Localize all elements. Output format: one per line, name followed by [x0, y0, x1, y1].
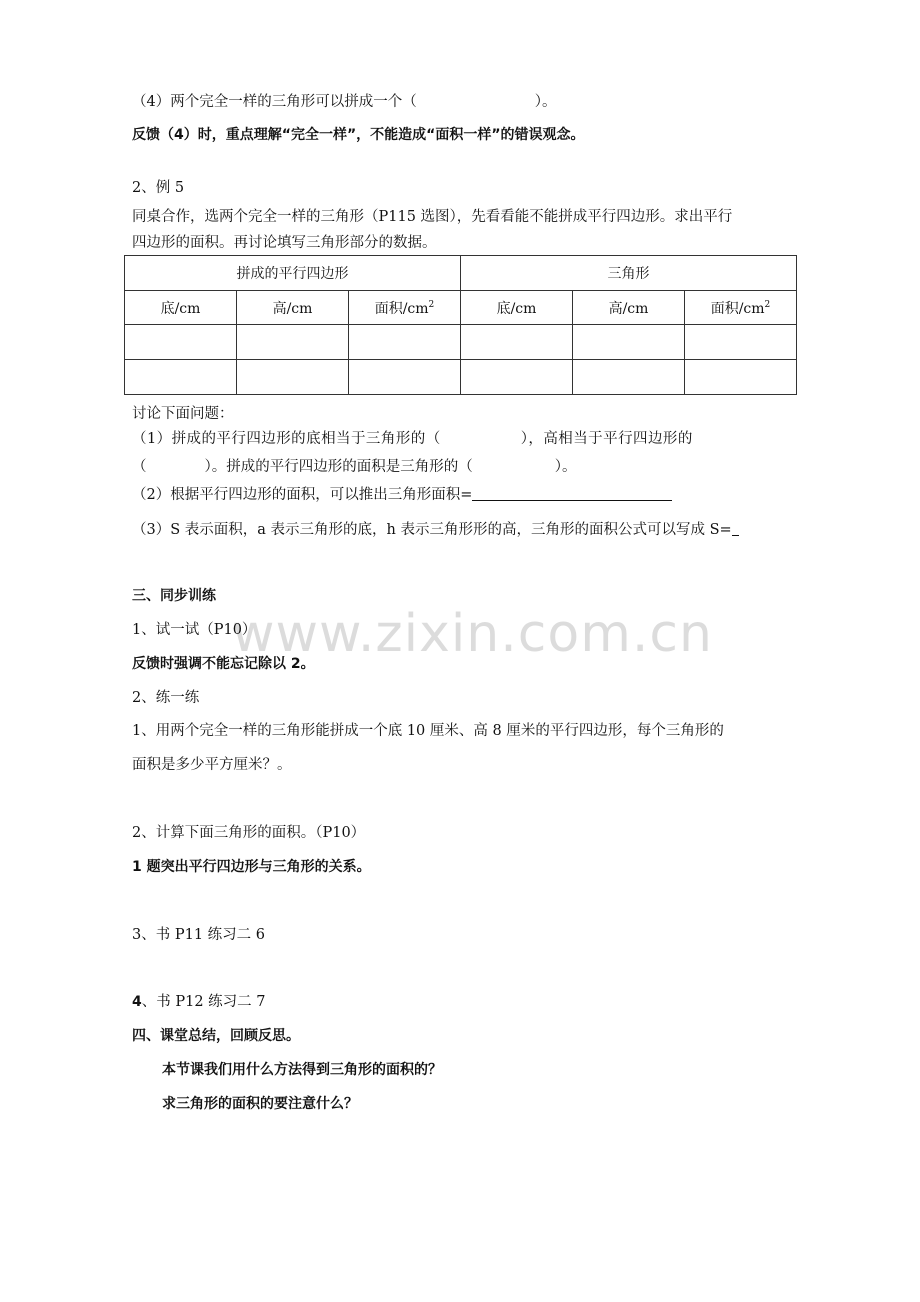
practice-2-note: 1 题突出平行四边形与三角形的关系。 [132, 859, 371, 875]
practice-4: 4、书 P12 练习二 7 [132, 994, 266, 1010]
col-base-2: 底/cm [461, 291, 573, 325]
table-row [125, 325, 797, 360]
table-group-triangle: 三角形 [461, 256, 797, 291]
table-cell[interactable] [685, 360, 797, 395]
table-cell[interactable] [461, 360, 573, 395]
data-table [124, 255, 797, 395]
table-cell[interactable] [461, 325, 573, 360]
col-area-1: 面积$/cm^2$ [349, 291, 461, 325]
question-method: 本节课我们用什么方法得到三角形的面积的？ [162, 1062, 442, 1078]
feedback-try: 反馈时强调不能忘记除以 2。 [132, 656, 315, 672]
table-cell[interactable] [573, 325, 685, 360]
col-height-2: 高/cm [573, 291, 685, 325]
practice-1-line-1: 1、用两个完全一样的三角形能拼成一个底 10 厘米、高 8 厘米的平行四边形，每个三角形的 [132, 723, 724, 739]
question-attention: 求三角形的面积的要注意什么？ [162, 1096, 358, 1112]
practice-3: 3、书 P11 练习二 6 [132, 927, 265, 943]
example-5-heading: 2、例 5 [132, 180, 185, 196]
table-cell[interactable] [237, 325, 349, 360]
table-cell[interactable] [125, 360, 237, 395]
practice-2: 2、计算下面三角形的面积。（P10） [132, 825, 366, 841]
table-cell[interactable] [349, 325, 461, 360]
section-4-heading: 四、课堂总结，回顾反思。 [132, 1028, 300, 1044]
practice-1-line-2: 面积是多少平方厘米？。 [132, 757, 292, 773]
question-4: （4）两个完全一样的三角形可以拼成一个（ ）。 [132, 94, 557, 110]
discuss-1-line-2: （ ）。拼成的平行四边形的面积是三角形的（ ）。 [132, 459, 577, 475]
table-cell[interactable] [237, 360, 349, 395]
practice-heading: 2、练一练 [132, 690, 200, 706]
example-5-text-2: 四边形的面积。再讨论填写三角形部分的数据。 [132, 235, 437, 251]
example-5-text-1: 同桌合作，选两个完全一样的三角形（P115 选图），先看看能不能拼成平行四边形。求出平行 [132, 209, 733, 225]
try-heading: 1、试一试（P10） [132, 622, 257, 638]
col-base-1: 底/cm [125, 291, 237, 325]
watermark: www.zixin.com.cn [232, 604, 713, 664]
table-group-parallelogram: 拼成的平行四边形 [125, 256, 461, 291]
table-row [125, 360, 797, 395]
col-area-2: 面积$/cm^2$ [685, 291, 797, 325]
discuss-3: （3）S 表示面积，a 表示三角形的底，h 表示三角形形的高，三角形的面积公式可以写成 S= [132, 520, 739, 540]
table-cell[interactable] [685, 325, 797, 360]
discuss-heading: 讨论下面问题： [132, 406, 234, 422]
table-cell[interactable] [349, 360, 461, 395]
discuss-1-line-1: （1）拼成的平行四边形的底相当于三角形的（ ），高相当于平行四边形的 [132, 431, 693, 447]
feedback-4: 反馈（4）时，重点理解“完全一样”，不能造成“面积一样”的错误观念。 [132, 127, 585, 143]
table-cell[interactable] [573, 360, 685, 395]
col-height-1: 高/cm [237, 291, 349, 325]
table-cell[interactable] [125, 325, 237, 360]
section-3-heading: 三、同步训练 [132, 588, 216, 604]
discuss-2: （2）根据平行四边形的面积，可以推出三角形面积= [132, 485, 672, 505]
